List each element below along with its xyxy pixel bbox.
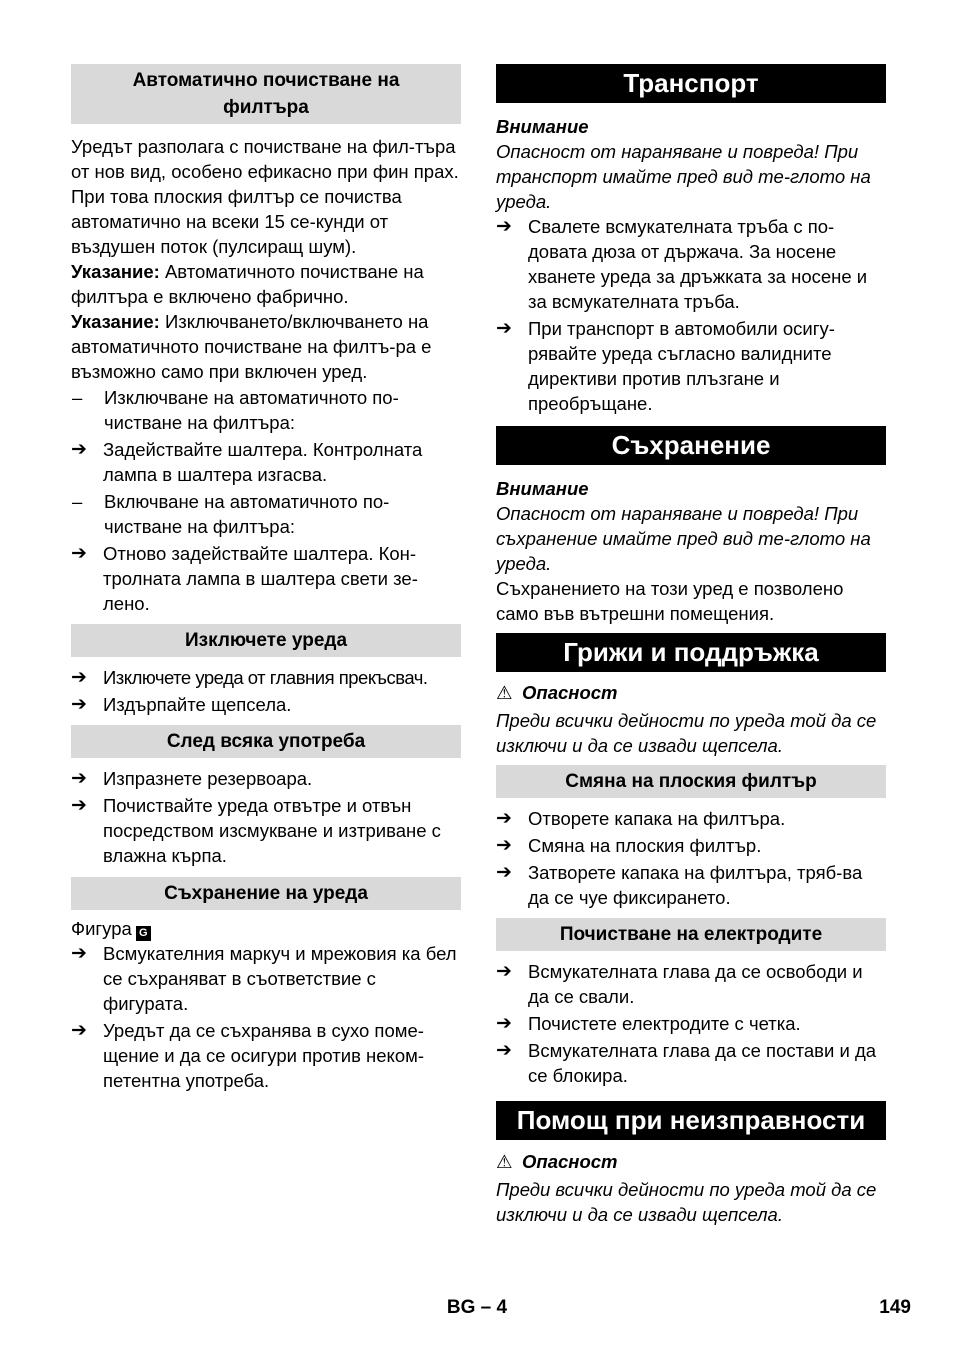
section-heading-electrode-cleaning: Почистване на електродите xyxy=(496,918,886,951)
auto-filter-steps xyxy=(71,385,461,616)
arrow-right-icon: ➔ xyxy=(496,961,512,982)
right-column xyxy=(496,64,886,1227)
electrode-steps xyxy=(496,959,886,1088)
storage-text: Съхранението на този уред е позволено само във вътрешни помещения. xyxy=(496,578,844,624)
note-label: Указание: xyxy=(71,261,160,282)
arrow-right-icon: ➔ xyxy=(71,543,87,564)
list-item-text: Изпразнете резервоара. xyxy=(103,768,313,789)
arrow-right-icon: ➔ xyxy=(496,835,512,856)
arrow-right-icon: ➔ xyxy=(71,768,87,789)
list-item-text: Затворете капака на филтъра, тряб-ва да се чуе фиксирането. xyxy=(528,862,863,908)
danger-label xyxy=(496,680,886,705)
arrow-right-icon: ➔ xyxy=(496,318,512,339)
arrow-right-icon: ➔ xyxy=(496,862,512,883)
danger-text-label: Опасност xyxy=(522,682,618,703)
device-storage-steps xyxy=(71,941,461,1093)
list-item xyxy=(71,385,461,435)
section-heading-care-maintenance: Грижи и поддръжка xyxy=(496,633,886,672)
caution-text: Опасност от нараняване и повреда! При съхранение имайте пред вид те-глото на уреда. xyxy=(496,503,871,574)
arrow-right-icon: ➔ xyxy=(71,667,87,688)
list-item xyxy=(496,316,886,416)
list-item-text: Задействайте шалтера. Контролната лампа в шалтера изгасва. xyxy=(103,439,423,485)
note-text: Автоматичното почистване на филтъра е включено фабрично. xyxy=(71,261,424,307)
list-item xyxy=(496,214,886,314)
section-heading-auto-filter-cleaning: Автоматично почистване на филтъра xyxy=(71,64,461,124)
list-item-text: Включване на автоматичното по-чистване на филтъра: xyxy=(104,491,390,537)
list-item-text: Изключване на автоматичното по-чистване на филтъра: xyxy=(104,387,399,433)
section-heading-storage: Съхранение xyxy=(496,426,886,465)
list-item-text: Всмукателния маркуч и мрежовия ка бел се съхраняват в съответствие с фигурата. xyxy=(103,943,457,1014)
arrow-right-icon: ➔ xyxy=(496,1013,512,1034)
warning-triangle-icon: ⚠ xyxy=(496,1151,513,1172)
dash-bullet: – xyxy=(72,387,83,408)
section-heading-transport: Транспорт xyxy=(496,64,886,103)
figure-label: Фигура xyxy=(71,918,132,939)
danger-text-label: Опасност xyxy=(522,1151,618,1172)
list-item-text: При транспорт в автомобили осигу-рявайте уреда съгласно валидните директиви против плъзгане и преобръщане. xyxy=(528,318,835,414)
note-factory-enabled xyxy=(71,259,461,309)
arrow-right-icon: ➔ xyxy=(496,216,512,237)
auto-filter-description: Уредът разполага с почистване на фил-търа от нов вид, особено ефикасно при фин прах. При това плоския филтър се почиства автоматично на всеки 15 се-кунди от въздушен поток (пулсиращ шум). xyxy=(71,136,459,257)
arrow-right-icon: ➔ xyxy=(71,795,87,816)
section-heading-after-use: След всяка употреба xyxy=(71,725,461,758)
list-item xyxy=(496,1011,886,1036)
list-item-text: Почистете електродите с четка. xyxy=(528,1013,801,1034)
danger-text: Преди всички дейности по уреда той да се изключи и да се извади щепсела. xyxy=(496,1179,877,1225)
list-item-text: Всмукателната глава да се освободи и да се свали. xyxy=(528,961,863,1007)
arrow-right-icon: ➔ xyxy=(496,1040,512,1061)
caution-text: Опасност от нараняване и повреда! При транспорт имайте пред вид те-глото на уреда. xyxy=(496,141,871,212)
arrow-right-icon: ➔ xyxy=(71,439,87,460)
list-item xyxy=(71,437,461,487)
list-item xyxy=(71,541,461,616)
list-item xyxy=(496,860,886,910)
section-heading-switch-off: Изключете уреда xyxy=(71,624,461,657)
section-heading-device-storage: Съхранение на уреда xyxy=(71,877,461,910)
list-item xyxy=(496,1038,886,1088)
list-item xyxy=(71,766,461,791)
note-label: Указание: xyxy=(71,311,160,332)
page-number: 149 xyxy=(879,1297,911,1318)
list-item-text: Свалете всмукателната тръба с по-довата дюза от държача. За носене хванете уреда за дръжката за носене и за всмукателната тръба. xyxy=(528,216,868,312)
list-item-text: Отново задействайте шалтера. Кон-тролната лампа в шалтера свети зе-лено. xyxy=(103,543,418,614)
caution-label: Внимание xyxy=(496,116,589,137)
list-item xyxy=(496,959,886,1009)
danger-text: Преди всички дейности по уреда той да се изключи и да се извади щепсела. xyxy=(496,710,877,756)
footer-section-label: BG – 4 xyxy=(446,1297,508,1318)
list-item-text: Почиствайте уреда отвътре и отвън посредством изсмукване и изтриване с влажна кърпа. xyxy=(103,795,441,866)
arrow-right-icon: ➔ xyxy=(496,808,512,829)
note-switch-on-off xyxy=(71,309,461,384)
section-heading-flat-filter-replace: Смяна на плоския филтър xyxy=(496,765,886,798)
list-item-text: Отворете капака на филтъра. xyxy=(528,808,786,829)
arrow-right-icon: ➔ xyxy=(71,943,87,964)
after-use-steps xyxy=(71,766,461,868)
filter-steps xyxy=(496,806,886,910)
list-item-text: Издърпайте щепсела. xyxy=(103,694,292,715)
list-item xyxy=(71,665,461,690)
figure-letter-badge: G xyxy=(136,926,151,941)
list-item xyxy=(71,941,461,1016)
danger-label xyxy=(496,1149,886,1174)
transport-steps xyxy=(496,214,886,416)
section-heading-troubleshooting: Помощ при неизправности xyxy=(496,1101,886,1140)
dash-bullet: – xyxy=(72,491,83,512)
list-item xyxy=(71,692,461,717)
list-item xyxy=(71,489,461,539)
figure-reference xyxy=(71,916,461,941)
list-item xyxy=(496,806,886,831)
list-item-text: Изключете уреда от главния прекъсвач. xyxy=(103,667,428,688)
note-text: Изключването/включването на автоматичното почистване на филтъ-ра е възможно само при включен уред. xyxy=(71,311,432,382)
list-item-text: Уредът да се съхранява в сухо поме-щение и да се осигури против неком-петентна употреба. xyxy=(103,1020,425,1091)
list-item-text: Смяна на плоския филтър. xyxy=(528,835,762,856)
switch-off-steps xyxy=(71,665,461,717)
list-item xyxy=(71,1018,461,1093)
list-item xyxy=(496,833,886,858)
left-column xyxy=(71,64,461,1093)
arrow-right-icon: ➔ xyxy=(71,694,87,715)
list-item xyxy=(71,793,461,868)
list-item-text: Всмукателната глава да се постави и да се блокира. xyxy=(528,1040,877,1086)
arrow-right-icon: ➔ xyxy=(71,1020,87,1041)
warning-triangle-icon: ⚠ xyxy=(496,682,513,703)
caution-label: Внимание xyxy=(496,478,589,499)
